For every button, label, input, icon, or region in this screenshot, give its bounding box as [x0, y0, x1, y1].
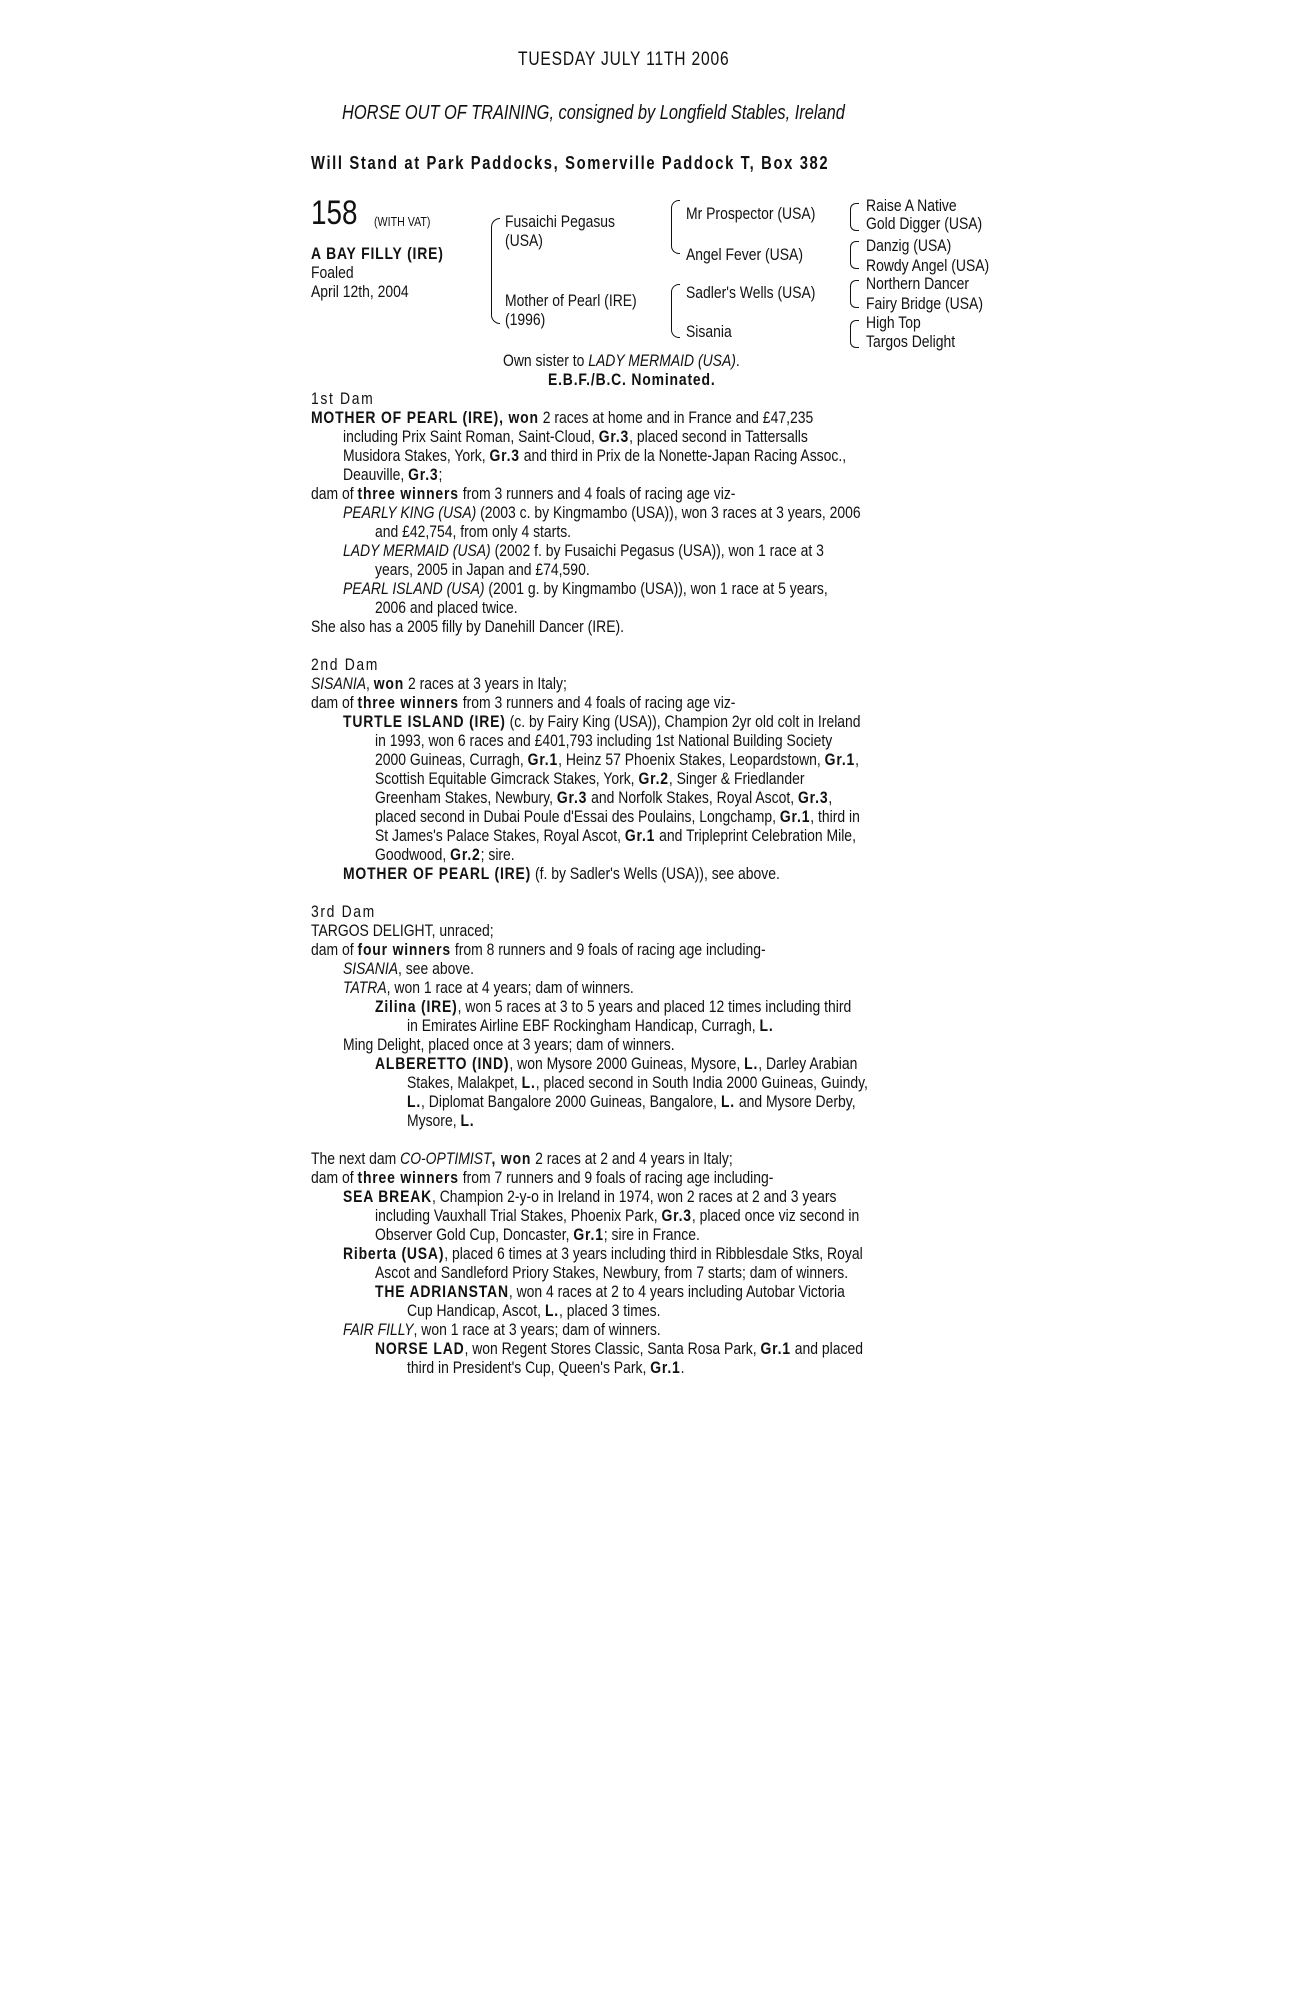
produce-entry-cont: third in President's Cup, Queen's Park, Gr.1. [407, 1358, 685, 1377]
produce-entry-cont: Scottish Equitable Gimcrack Stakes, York, Gr.2, Singer & Friedlander [375, 769, 805, 788]
pedigree-g8: Targos Delight [866, 332, 956, 351]
produce-entry: PEARL ISLAND (USA) (2001 g. by Kingmambo (USA)), won 1 race at 5 years, [343, 579, 828, 598]
next-dam-produce-summary: dam of three winners from 7 runners and 9 foals of racing age including- [311, 1168, 774, 1187]
produce-entry: SISANIA, see above. [343, 959, 474, 978]
pedigree-sire: Fusaichi Pegasus [505, 212, 616, 231]
produce-entry: LADY MERMAID (USA) (2002 f. by Fusaichi Pegasus (USA)), won 1 race at 3 [343, 541, 824, 560]
produce-entry-cont: Cup Handicap, Ascot, L., placed 3 times. [407, 1301, 661, 1320]
pedigree-brace [850, 241, 859, 269]
produce-entry: FAIR FILLY, won 1 race at 3 years; dam of winners. [343, 1320, 661, 1339]
produce-entry: ALBERETTO (IND), won Mysore 2000 Guineas, Mysore, L., Darley Arabian [375, 1054, 858, 1073]
first-dam-heading: 1st Dam [311, 389, 375, 408]
produce-entry: TURTLE ISLAND (IRE) (c. by Fairy King (USA)), Champion 2yr old colt in Ireland [343, 712, 861, 731]
first-dam-line: including Prix Saint Roman, Saint-Cloud, Gr.3, placed second in Tattersalls [343, 427, 808, 446]
produce-entry-cont: Goodwood, Gr.2; sire. [375, 845, 515, 864]
vat-note: (WITH VAT) [374, 214, 431, 229]
pedigree-brace [850, 320, 859, 348]
produce-entry-cont: Observer Gold Cup, Doncaster, Gr.1; sire in France. [375, 1225, 700, 1244]
pedigree-brace [491, 218, 500, 324]
foaled-date: April 12th, 2004 [311, 282, 409, 301]
pedigree-g1: Raise A Native [866, 196, 957, 215]
pedigree-brace [850, 203, 859, 231]
foaled-label: Foaled [311, 263, 354, 282]
produce-entry-cont: Greenham Stakes, Newbury, Gr.3 and Norfolk Stakes, Royal Ascot, Gr.3, [375, 788, 833, 807]
pedigree-brace [850, 280, 859, 308]
sale-date: TUESDAY JULY 11TH 2006 [518, 49, 730, 70]
produce-entry-cont: 2000 Guineas, Curragh, Gr.1, Heinz 57 Phoenix Stakes, Leopardstown, Gr.1, [375, 750, 859, 769]
pedigree-g3: Danzig (USA) [866, 236, 952, 255]
next-dam-line: The next dam CO-OPTIMIST, won 2 races at 2 and 4 years in Italy; [311, 1149, 733, 1168]
pedigree-brace [671, 284, 680, 338]
first-dam-line: Deauville, Gr.3; [343, 465, 443, 484]
first-dam-also: She also has a 2005 filly by Danehill Dancer (IRE). [311, 617, 625, 636]
pedigree-dam-dam: Sisania [686, 322, 732, 341]
produce-entry-cont: 2006 and placed twice. [375, 598, 518, 617]
produce-entry: TATRA, won 1 race at 4 years; dam of winners. [343, 978, 634, 997]
produce-entry-cont: including Vauxhall Trial Stakes, Phoenix Park, Gr.3, placed once viz second in [375, 1206, 860, 1225]
produce-entry-cont: St James's Palace Stakes, Royal Ascot, Gr.1 and Tripleprint Celebration Mile, [375, 826, 856, 845]
produce-entry: PEARLY KING (USA) (2003 c. by Kingmambo (USA)), won 3 races at 3 years, 2006 [343, 503, 861, 522]
pedigree-sire-origin: (USA) [505, 231, 543, 250]
first-dam-line: Musidora Stakes, York, Gr.3 and third in Prix de la Nonette-Japan Racing Assoc., [343, 446, 847, 465]
pedigree-brace [671, 200, 680, 254]
consignment-line: HORSE OUT OF TRAINING, consigned by Longfield Stables, Ireland [342, 102, 845, 124]
produce-entry: NORSE LAD, won Regent Stores Classic, Santa Rosa Park, Gr.1 and placed [375, 1339, 863, 1358]
pedigree-dam: Mother of Pearl (IRE) [505, 291, 637, 310]
pedigree-g7: High Top [866, 313, 921, 332]
own-sister-note: Own sister to LADY MERMAID (USA). [503, 351, 740, 370]
produce-entry: Riberta (USA), placed 6 times at 3 years including third in Ribblesdale Stks, Royal [343, 1244, 863, 1263]
pedigree-g6: Fairy Bridge (USA) [866, 294, 983, 313]
produce-entry: Zilina (IRE), won 5 races at 3 to 5 years and placed 12 times including third [375, 997, 852, 1016]
second-dam-line: SISANIA, won 2 races at 3 years in Italy; [311, 674, 567, 693]
produce-entry-cont: Mysore, L. [407, 1111, 475, 1130]
pedigree-sire-sire: Mr Prospector (USA) [686, 204, 816, 223]
produce-entry-cont: placed second in Dubai Poule d'Essai des Poulains, Longchamp, Gr.1, third in [375, 807, 860, 826]
lot-description: A BAY FILLY (IRE) [311, 244, 444, 263]
third-dam-heading: 3rd Dam [311, 902, 376, 921]
produce-entry-cont: Stakes, Malakpet, L., placed second in South India 2000 Guineas, Guindy, [407, 1073, 868, 1092]
produce-entry: THE ADRIANSTAN, won 4 races at 2 to 4 years including Autobar Victoria [375, 1282, 845, 1301]
pedigree-g4: Rowdy Angel (USA) [866, 256, 990, 275]
second-dam-heading: 2nd Dam [311, 655, 380, 674]
produce-entry-cont: years, 2005 in Japan and £74,590. [375, 560, 590, 579]
third-dam-line: TARGOS DELIGHT, unraced; [311, 921, 494, 940]
nomination-note: E.B.F./B.C. Nominated. [548, 370, 716, 389]
produce-entry-cont: Ascot and Sandleford Priory Stakes, Newbury, from 7 starts; dam of winners. [375, 1263, 849, 1282]
pedigree-dam-year: (1996) [505, 310, 546, 329]
produce-entry-cont: L., Diplomat Bangalore 2000 Guineas, Bangalore, L. and Mysore Derby, [407, 1092, 856, 1111]
produce-entry: MOTHER OF PEARL (IRE) (f. by Sadler's Wells (USA)), see above. [343, 864, 780, 883]
produce-entry-cont: in 1993, won 6 races and £401,793 including 1st National Building Society [375, 731, 833, 750]
stand-location: Will Stand at Park Paddocks, Somerville Paddock T, Box 382 [311, 153, 830, 173]
first-dam-line: MOTHER OF PEARL (IRE), won 2 races at home and in France and £47,235 [311, 408, 814, 427]
lot-number: 158 [311, 194, 358, 232]
second-dam-produce-summary: dam of three winners from 3 runners and 4 foals of racing age viz- [311, 693, 736, 712]
pedigree-dam-sire: Sadler's Wells (USA) [686, 283, 816, 302]
pedigree-g2: Gold Digger (USA) [866, 214, 983, 233]
third-dam-produce-summary: dam of four winners from 8 runners and 9 foals of racing age including- [311, 940, 766, 959]
produce-entry: SEA BREAK, Champion 2-y-o in Ireland in 1974, won 2 races at 2 and 3 years [343, 1187, 837, 1206]
produce-entry-cont: and £42,754, from only 4 starts. [375, 522, 572, 541]
pedigree-sire-dam: Angel Fever (USA) [686, 245, 803, 264]
first-dam-produce-summary: dam of three winners from 3 runners and 4 foals of racing age viz- [311, 484, 736, 503]
pedigree-g5: Northern Dancer [866, 274, 970, 293]
produce-entry: Ming Delight, placed once at 3 years; dam of winners. [343, 1035, 675, 1054]
produce-entry-cont: in Emirates Airline EBF Rockingham Handicap, Curragh, L. [407, 1016, 774, 1035]
